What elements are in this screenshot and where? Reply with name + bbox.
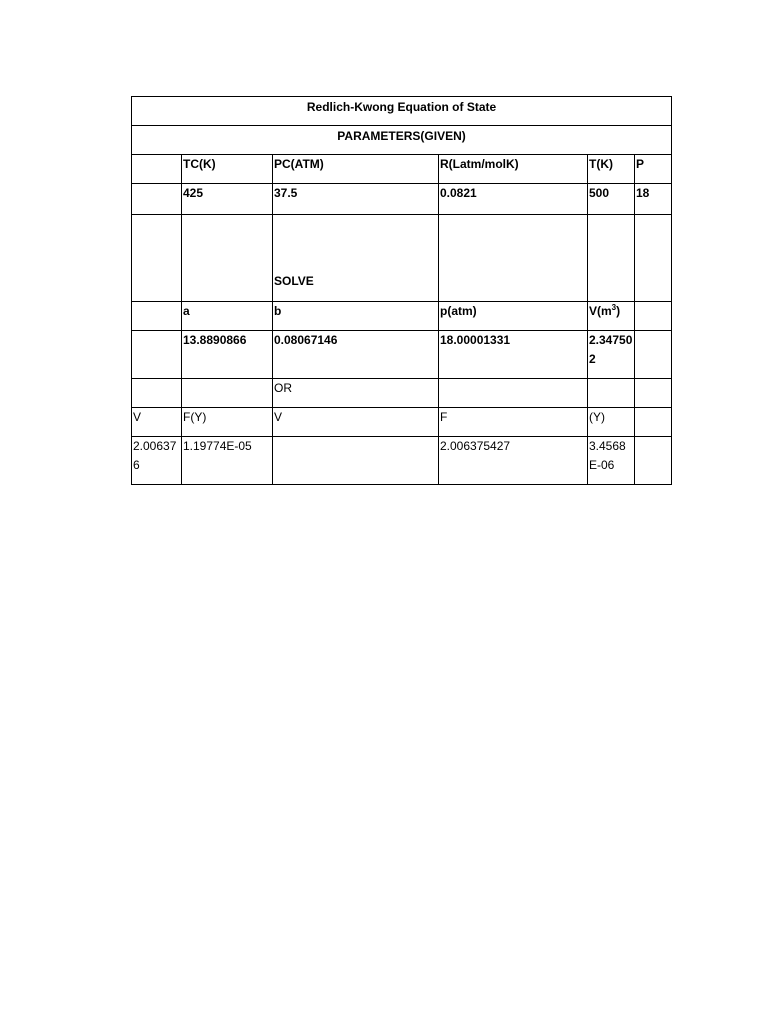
iter-value-cell xyxy=(273,437,439,485)
iter-value-cell: 1.19774E-05 xyxy=(182,437,273,485)
empty-cell xyxy=(182,215,273,302)
empty-cell xyxy=(635,379,672,408)
result-value-cell: 13.8890866 xyxy=(182,331,273,379)
params-header-cell: R(Latm/molK) xyxy=(439,155,588,184)
empty-cell xyxy=(439,215,588,302)
empty-cell xyxy=(588,215,635,302)
iter-header-cell: V xyxy=(132,408,182,437)
result-header-v-prefix: V(m xyxy=(589,304,612,318)
params-value-cell xyxy=(132,184,182,215)
empty-cell xyxy=(132,302,182,331)
result-header-b: b xyxy=(273,302,439,331)
empty-cell xyxy=(439,379,588,408)
iter-value-cell: 3.4568E-06 xyxy=(588,437,635,485)
params-value-cell: 37.5 xyxy=(273,184,439,215)
iter-header-cell: F xyxy=(439,408,588,437)
iter-header-cell: V xyxy=(273,408,439,437)
title-row xyxy=(132,97,672,126)
subtitle-row xyxy=(132,126,672,155)
empty-cell xyxy=(182,379,273,408)
iter-header-row xyxy=(132,408,672,437)
empty-cell xyxy=(635,302,672,331)
params-header-row xyxy=(132,155,672,184)
params-value-cell: 425 xyxy=(182,184,273,215)
result-header-v xyxy=(588,302,635,331)
result-value-cell xyxy=(635,331,672,379)
solve-row xyxy=(132,215,672,302)
iter-header-cell: F(Y) xyxy=(182,408,273,437)
table-subtitle: PARAMETERS(GIVEN) xyxy=(132,126,672,155)
result-value-cell: 0.08067146 xyxy=(273,331,439,379)
empty-cell xyxy=(635,215,672,302)
params-header-cell: PC(ATM) xyxy=(273,155,439,184)
or-label: OR xyxy=(273,379,439,408)
params-header-cell xyxy=(132,155,182,184)
solve-label: SOLVE xyxy=(274,274,314,288)
params-header-cell: P xyxy=(635,155,672,184)
params-value-row xyxy=(132,184,672,215)
solve-cell xyxy=(273,215,439,302)
iter-value-cell xyxy=(635,437,672,485)
iter-value-row xyxy=(132,437,672,485)
empty-cell xyxy=(132,379,182,408)
table-title: Redlich-Kwong Equation of State xyxy=(132,97,672,126)
result-header-a: a xyxy=(182,302,273,331)
result-header-v-exponent: 3 xyxy=(611,303,617,312)
iter-header-cell: (Y) xyxy=(588,408,635,437)
result-value-cell xyxy=(132,331,182,379)
params-value-cell: 0.0821 xyxy=(439,184,588,215)
or-row xyxy=(132,379,672,408)
result-value-cell: 18.00001331 xyxy=(439,331,588,379)
iter-value-cell: 2.006375427 xyxy=(439,437,588,485)
result-header-v-suffix: ) xyxy=(616,304,621,318)
params-value-cell: 500 xyxy=(588,184,635,215)
iter-value-cell: 2.006376 xyxy=(132,437,182,485)
result-header-p: p(atm) xyxy=(439,302,588,331)
redlich-kwong-table xyxy=(131,96,672,485)
params-value-cell: 18 xyxy=(635,184,672,215)
iter-header-cell xyxy=(635,408,672,437)
result-value-row xyxy=(132,331,672,379)
result-value-cell: 2.347502 xyxy=(588,331,635,379)
result-header-row xyxy=(132,302,672,331)
params-header-cell: T(K) xyxy=(588,155,635,184)
empty-cell xyxy=(588,379,635,408)
params-header-cell: TC(K) xyxy=(182,155,273,184)
empty-cell xyxy=(132,215,182,302)
